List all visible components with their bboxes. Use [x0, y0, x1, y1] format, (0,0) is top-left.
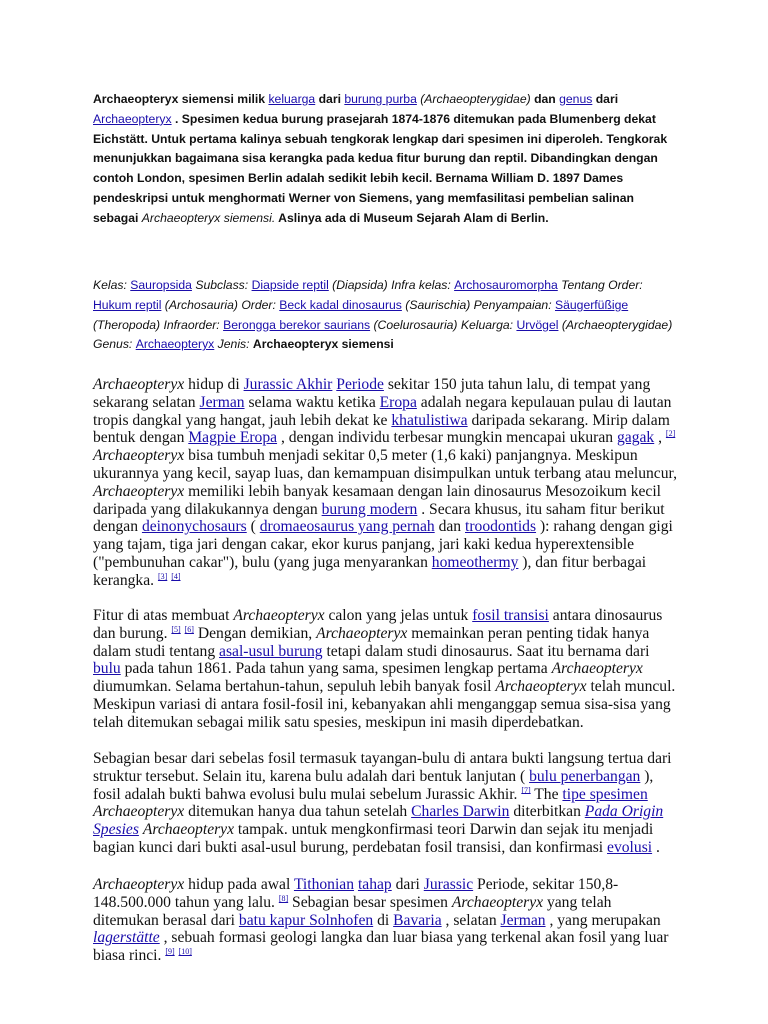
link-homeothermy[interactable]: homeothermy — [431, 553, 519, 571]
link-bulu[interactable]: bulu — [93, 660, 121, 678]
ref-8[interactable]: [8] — [278, 893, 289, 903]
link-dromaeosaurus[interactable]: dromaeosaurus yang pernah — [259, 518, 435, 536]
paragraph-transitional-fossil: Fitur di atas membuat Archaeopteryx calon yang jelas untuk fosil transisi antara dinosaurus dan burung. [5] [6] Dengan demikian, Archaeopteryx memainkan peran penting tidak hanya dalam studi tentang asal-usul burung tetapi dalam studi dinosaurus. Saat itu bernama dari bulu pada tahun 1861. Pada tahun yang sama, spesimen lengkap pertama Archaeopteryx diumumkan. Selama bertahun-tahun, sepuluh lebih banyak fosil Archaeopteryx telah muncul. Meskipun variasi di antara fosil-fosil ini, kebanyakan ahli menganggap semua sisa-sisa yang telah ditemukan sebagai milik satu spesies, meskipun ini masih diperdebatkan. — [93, 607, 676, 731]
link-periode[interactable]: Periode — [336, 376, 384, 393]
link-tithonian[interactable]: Tithonian — [293, 876, 355, 893]
link-jurassic[interactable]: Jurassic — [423, 876, 474, 893]
link-asal-usul-burung[interactable]: asal-usul burung — [219, 642, 323, 660]
ref-9[interactable]: [9] — [165, 947, 175, 956]
link-saugerfussige[interactable]: Säugerfüßige — [554, 297, 629, 312]
link-khatulistiwa[interactable]: khatulistiwa — [391, 411, 468, 429]
link-jerman[interactable]: Jerman — [199, 393, 245, 411]
paragraph-feathers: Sebagian besar dari sebelas fosil termasuk tayangan-bulu di antara bukti langsung tertua dari struktur tersebut. Selain itu, karena bulu adalah dari bentuk lanjutan ( bulu penerbangan ), fosil adalah bukti bahwa evolusi bulu mulai sebelum Jurassic Akhir. [7] The tipe spesimen Archaeopteryx ditemukan hanya dua tahun setelah Charles Darwin diterbitkan Pada Origin Spesies Archaeopteryx tampak. untuk mengkonfirmasi teori Darwin dan sejak itu menjadi bagian kunci dari bukti asal-usul burung, perdebatan fosil transisi, dan konfirmasi evolusi . — [93, 750, 672, 856]
ref-2[interactable]: [2] — [665, 429, 676, 439]
intro-text: Archaeopteryx siemensi milik — [93, 92, 269, 106]
link-berongga[interactable]: Berongga berekor saurians — [223, 317, 371, 332]
link-tahap[interactable]: tahap — [357, 876, 392, 893]
link-archaeopteryx-genus[interactable]: Archaeopteryx — [135, 337, 215, 352]
link-diapside-reptil[interactable]: Diapside reptil — [251, 278, 329, 292]
ref-6[interactable]: [6] — [184, 624, 194, 634]
link-charles-darwin[interactable]: Charles Darwin — [411, 803, 510, 821]
link-batu-kapur-solnhofen[interactable]: batu kapur Solnhofen — [238, 911, 374, 929]
taxonomy-paragraph: Kelas: Sauropsida Subclass: Diapside reptil (Diapsida) Infra kelas: Archosauromorpha Tentang Order: Hukum reptil (Archosauria) Order: Beck kadal dinosaurus (Saurischia) Penyampaian: Säugerfüßige (Theropoda) Infraorder: Berongga berekor saurians (Coelurosauria) Keluarga: Urvögel (Archaeopterygidae) Genus: Archaeopteryx Jenis: Archaeopteryx siemensi — [93, 278, 673, 352]
link-fosil-transisi[interactable]: fosil transisi — [472, 607, 549, 624]
link-bavaria[interactable]: Bavaria — [393, 911, 442, 929]
link-gagak[interactable]: gagak — [616, 429, 655, 447]
paragraph-habitat: Archaeopteryx hidup di Jurassic Akhir Periode sekitar 150 juta tahun lalu, di tempat yang sekarang selatan Jerman selama waktu ketika Eropa adalah negara kepulauan pulau di lautan tropis dangkal yang hangat, jauh lebih dekat ke khatulistiwa daripada sekarang. Mirip dalam bentuk dengan Magpie Eropa , dengan individu terbesar mungkin mencapai ukuran gagak , [2] Archaeopteryx bisa tumbuh menjadi sekitar 0,5 meter (1,6 kaki) panjangnya. Meskipun ukurannya yang kecil, sayap luas, dan kemampuan disimpulkan untuk terbang atau meluncur, Archaeopteryx memiliki lebih banyak kesamaan dengan lain dinosaurus Mesozoikum kecil daripada yang dilakukannya dengan burung modern . Secara khusus, itu saham fitur berikut dengan deinonychosaurs ( dromaeosaurus yang pernah dan troodontids ): rahang dengan gigi yang tajam, tiga jari dengan cakar, ekor kurus panjang, jari kaki kedua hyperextensible ("pembunuhan cakar"), bulu (yang juga menyarankan homeothermy ), dan fitur berbagai kerangka. [3] [4] — [93, 376, 677, 589]
link-archaeopteryx[interactable]: Archaeopteryx — [93, 111, 172, 126]
link-burung-purba[interactable]: burung purba — [344, 92, 417, 106]
link-keluarga[interactable]: keluarga — [268, 92, 316, 106]
ref-4[interactable]: [4] — [171, 571, 181, 581]
link-urvogel[interactable]: Urvögel — [516, 317, 559, 332]
ref-7[interactable]: [7] — [521, 785, 531, 795]
ref-10[interactable]: [10] — [178, 947, 192, 956]
link-genus[interactable]: genus — [559, 92, 593, 106]
link-beck-kadal[interactable]: Beck kadal dinosaurus — [279, 297, 402, 312]
link-evolusi[interactable]: evolusi — [607, 838, 653, 856]
intro-paragraph: Archaeopteryx siemensi milik keluarga dari burung purba (Archaeopterygidae) dan genus dari Archaeopteryx . Spesimen kedua burung prasejarah 1874-1876 ditemukan pada Blumenberg dekat Eichstätt. Untuk pertama kalinya sebuah tengkorak lengkap dari spesimen ini diperoleh. Tengkorak menunjukkan bagaimana sisa kerangka pada kedua fitur burung dan reptil. Dibandingkan dengan contoh London, spesimen Berlin adalah sedikit lebih kecil. Bernama William D. 1897 Dames pendeskripsi untuk menghormati Werner von Siemens, yang memfasilitasi pembelian salinan sebagai Archaeopteryx siemensi. Aslinya ada di Museum Sejarah Alam di Berlin. — [93, 92, 668, 225]
link-archosauromorpha[interactable]: Archosauromorpha — [454, 278, 558, 292]
link-burung-modern[interactable]: burung modern — [321, 500, 418, 518]
link-lagerstatte[interactable]: lagerstätte — [93, 929, 160, 947]
link-jerman-2[interactable]: Jerman — [500, 911, 546, 929]
link-eropa[interactable]: Eropa — [379, 393, 417, 411]
ref-5[interactable]: [5] — [171, 624, 181, 634]
species-name: Archaeopteryx siemensi — [252, 337, 394, 352]
link-tipe-spesimen[interactable]: tipe spesimen — [562, 785, 648, 803]
ref-3[interactable]: [3] — [157, 571, 168, 581]
link-pada-origin-spesies[interactable]: Pada Origin Spesies — [93, 803, 664, 839]
link-jurassic-akhir[interactable]: Jurassic Akhir — [243, 376, 333, 393]
link-hukum-reptil[interactable]: Hukum reptil — [93, 297, 162, 312]
link-bulu-penerbangan[interactable]: bulu penerbangan — [529, 767, 641, 785]
link-troodontids[interactable]: troodontids — [465, 518, 537, 536]
link-magpie-eropa[interactable]: Magpie Eropa — [188, 429, 278, 447]
paragraph-tithonian: Archaeopteryx hidup pada awal Tithonian tahap dari Jurassic Periode, sekitar 150,8-148.500.000 tahun yang lalu. [8] Sebagian besar spesimen Archaeopteryx yang telah ditemukan berasal dari batu kapur Solnhofen di Bavaria , selatan Jerman , yang merupakan lagerstätte , sebuah formasi geologi langka dan luar biasa yang terkenal akan fosil yang luar biasa rinci. [9] [10] — [93, 876, 669, 965]
link-deinonychosaurs[interactable]: deinonychosaurs — [141, 518, 247, 536]
link-sauropsida[interactable]: Sauropsida — [130, 278, 192, 292]
